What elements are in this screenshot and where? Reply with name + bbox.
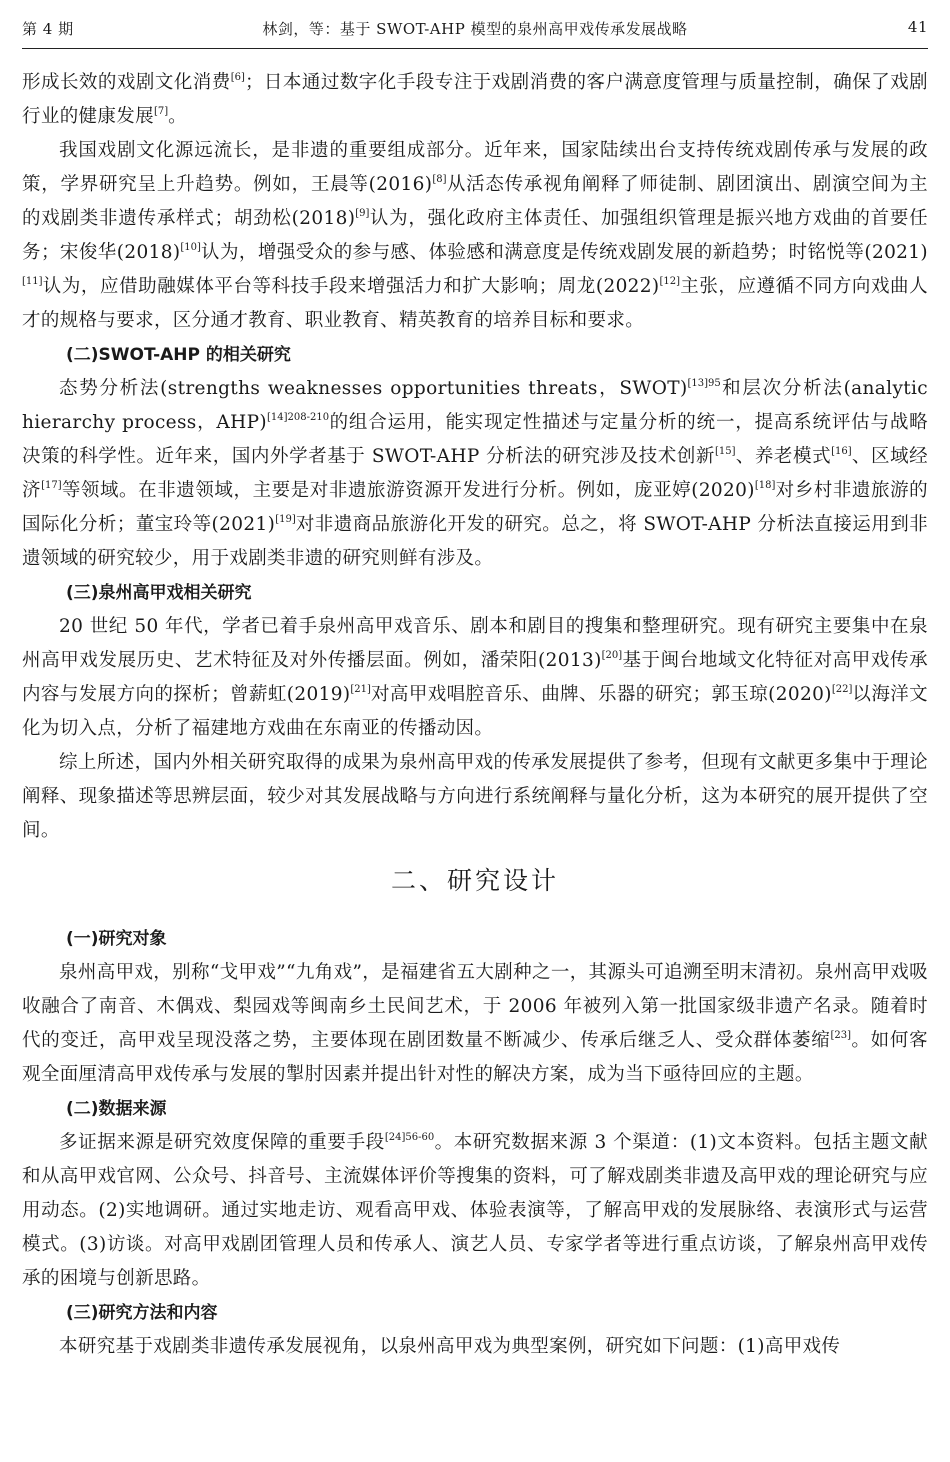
citation: [23] [830,1030,851,1041]
citation: [15] [715,446,736,457]
article-body [22,66,928,1364]
running-title: 林剑，等：基于 SWOT-AHP 模型的泉州高甲戏传承发展战略 [262,20,688,38]
citation: [8] [432,174,447,185]
citation: [7] [153,106,169,117]
paragraph: 形成长效的戏剧文化消费[6]；日本通过数字化手段专注于戏剧消费的客户满意度管理与质量控制，确保了戏剧行业的健康发展[7]。 [22,72,928,127]
page-number: 41 [907,18,928,36]
running-header [22,10,928,49]
paragraph: 本研究基于戏剧类非遗传承发展视角，以泉州高甲戏为典型案例，研究如下问题：(1)高甲戏传 [59,1336,841,1357]
paragraph: 20 世纪 50 年代，学者已着手泉州高甲戏音乐、剧本和剧目的搜集和整理研究。现有研究主要集中在泉州高甲戏发展历史、艺术特征及对外传播层面。例如，潘荣阳(2013)[20]基于闽台地域文化特征对高甲戏传承内容与发展方向的探析；曾薪虹(2019)[21]对高甲戏唱腔音乐、曲牌、乐器的研究；郭玉琼(2020)[22]以海洋文化为切入点，分析了福建地方戏曲在东南亚的传播动因。 [22,616,928,739]
issue-number: 第 4 期 [22,20,74,38]
citation: [18] [754,480,776,491]
subsection-heading: (一)研究对象 [66,929,167,949]
subsection-heading: (二)SWOT-AHP 的相关研究 [66,345,291,365]
citation: [13]95 [687,378,721,389]
citation: [19] [275,514,296,525]
citation: [24]56-60 [384,1132,435,1143]
paragraph: 综上所述，国内外相关研究取得的成果为泉州高甲戏的传承发展提供了参考，但现有文献更多集中于理论阐释、现象描述等思辨层面，较少对其发展战略与方向进行系统阐释与量化分析，这为本研究的展开提供了空间。 [22,752,928,841]
paragraph: 我国戏剧文化源远流长，是非遗的重要组成部分。近年来，国家陆续出台支持传统戏剧传承与发展的政策，学界研究呈上升趋势。例如，王晨等(2016)[8]从活态传承视角阐释了师徒制、剧团演出、剧演空间为主的戏剧类非遗传承样式；胡劲松(2018)[9]认为，强化政府主体责任、加强组织管理是振兴地方戏曲的首要任务；宋俊华(2018)[10]认为，增强受众的参与感、体验感和满意度是传统戏剧发展的新趋势；时铭悦等(2021)[11]认为，应借助融媒体平台等科技手段来增强活力和扩大影响；周龙(2022)[12]主张，应遵循不同方向戏曲人才的规格与要求，区分通才教育、职业教育、精英教育的培养目标和要求。 [22,140,928,331]
citation: [12] [659,276,681,287]
citation: [16] [831,446,852,457]
citation: [17] [41,480,62,491]
citation: [14]208-210 [267,412,330,423]
section-heading: 二、研究设计 [390,866,559,895]
paragraph: 态势分析法(strengths weaknesses opportunities threats，SWOT)$^{[13]95}$和层次分析法(analytic hierarchy process，AHP)$^{[14]208-210}$的组合运用，能实现定性描述与定量分析的统一，提高系统评估与战略决策的科学性。近年来，国内外学者基于 SWOT-AHP 分析法的研究涉及技术创新[15]、养老模式[16]、区域经济[17]等领域。在非遗领域，主要是对非遗旅游资源开发进行分析。例如，庞亚婷(2020)[18]对乡村非遗旅游的国际化分析；董宝玲等(2021)[19]对非遗商品旅游化开发的研究。总之，将 SWOT-AHP 分析法直接运用到非遗领域的研究较少，用于戏剧类非遗的研究则鲜有涉及。 [22,378,929,569]
citation: [11] [22,276,43,287]
subsection-heading: (三)泉州高甲戏相关研究 [66,583,252,603]
citation: [6] [230,72,245,83]
paragraph: 泉州高甲戏，别称“戈甲戏”“九角戏”，是福建省五大剧种之一，其源头可追溯至明末清初。泉州高甲戏吸收融合了南音、木偶戏、梨园戏等闽南乡土民间艺术，于 2006 年被列入第一批国家级非遗产名录。随着时代的变迁，高甲戏呈现没落之势，主要体现在剧团数量不断减少、传承后继乏人、受众群体萎缩[23]。如何客观全面厘清高甲戏传承与发展的掣肘因素并提出针对性的解决方案，成为当下亟待回应的主题。 [22,962,928,1085]
citation: [20] [601,650,623,661]
subsection-heading: (二)数据来源 [66,1099,167,1119]
citation: [22] [831,684,853,695]
subsection-heading: (三)研究方法和内容 [66,1303,218,1323]
citation: [10] [180,242,201,253]
citation: [9] [355,208,370,219]
citation: [21] [350,684,371,695]
paragraph: 多证据来源是研究效度保障的重要手段$^{[24]56-60}$。本研究数据来源 3 个渠道：(1)文本资料。包括主题文献和从高甲戏官网、公众号、抖音号、主流媒体评价等搜集的资料，可了解戏剧类非遗及高甲戏的理论研究与应用动态。(2)实地调研。通过实地走访、观看高甲戏、体验表演等，了解高甲戏的发展脉络、表演形式与运营模式。(3)访谈。对高甲戏剧团管理人员和传承人、演艺人员、专家学者等进行重点访谈，了解泉州高甲戏传承的困境与创新思路。 [22,1132,928,1289]
